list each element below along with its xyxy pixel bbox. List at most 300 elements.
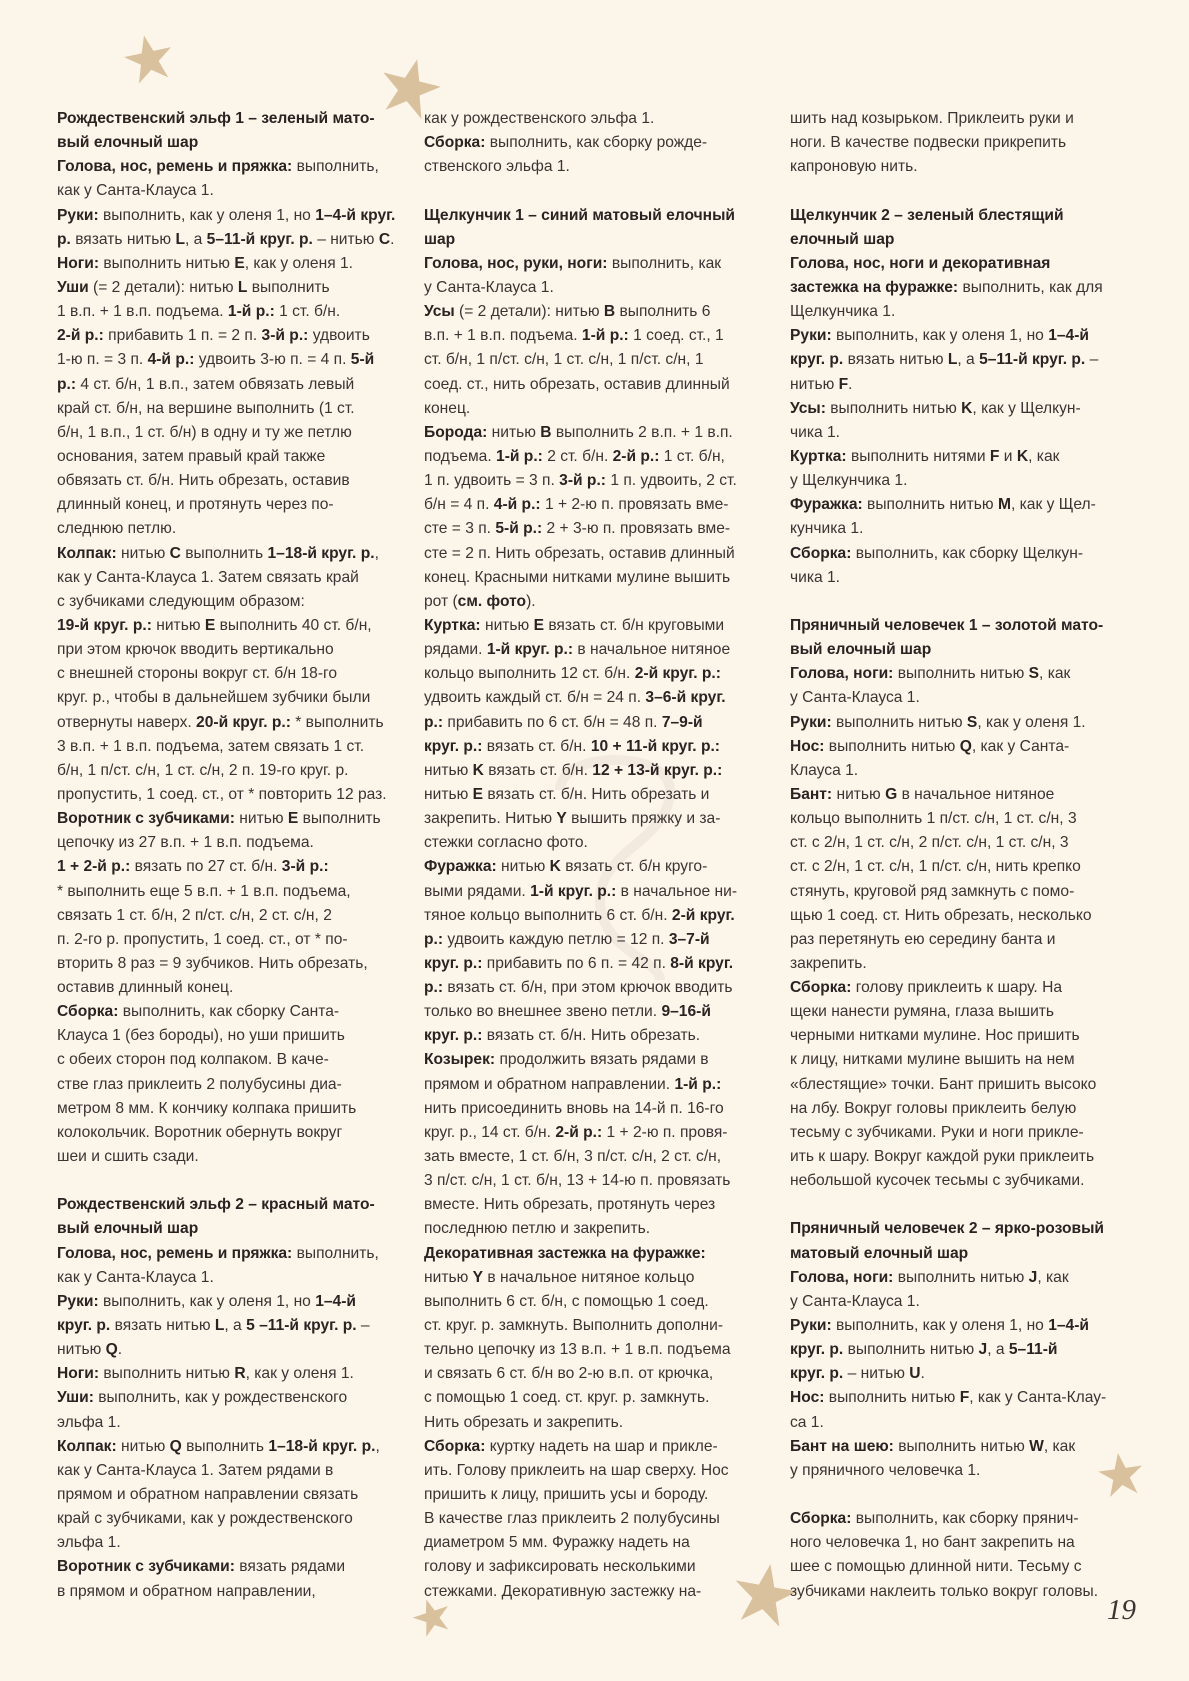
bold-run: E	[472, 785, 484, 803]
bold-run: 8-й круг.	[670, 954, 734, 972]
bold-run: Декоративная застежка на фуражке:	[424, 1244, 706, 1262]
bold-run: р.:	[57, 375, 77, 393]
text-line: круг. р.: вязать ст. б/н. 10 + 11-й круг. р.:	[424, 737, 721, 755]
text-line: шеи и сшить сзади.	[57, 1148, 199, 1166]
bold-run: 5 –11-й круг. р.	[246, 1317, 357, 1335]
text-line: кольцо выполнить 12 ст. б/н. 2-й круг. р.:	[424, 665, 721, 683]
bold-run: K	[549, 858, 561, 876]
bold-run: E	[287, 810, 299, 828]
text-line: вторить 8 раз = 9 зубчиков. Нить обрезать,	[57, 954, 368, 972]
text-line: нитью K вязать ст. б/н. 12 + 13-й круг. р.:	[424, 761, 723, 779]
bold-run: Нос:	[790, 1389, 825, 1407]
text-line: 1-ю п. = 3 п. 4-й р.: удвоить 3-ю п. = 4 п. 5-й	[57, 351, 375, 369]
bold-run: B	[540, 423, 552, 441]
text-line: зубчиками наклеить только вокруг головы.	[790, 1582, 1099, 1600]
text-line: ст. с 2/н, 1 ст. с/н, 2 п/ст. с/н, 1 ст. с/н, 3	[790, 834, 1069, 852]
text-line: с обеих сторон под колпаком. В каче-	[57, 1051, 329, 1069]
bold-run: Ноги:	[57, 1365, 100, 1383]
paragraph-gap	[790, 1193, 1135, 1217]
bold-run: L	[214, 1317, 225, 1335]
text-line: у Щелкунчика 1.	[790, 472, 908, 490]
text-line: Усы (= 2 детали): нитью B выполнить 6	[424, 303, 711, 321]
text-line: 1 + 2-й р.: вязать по 27 ст. б/н. 3-й р.:	[57, 858, 329, 876]
bold-run: 20-й круг. р.:	[196, 713, 291, 731]
text-line: ст. круг. р. замкнуть. Выполнить дополни-	[424, 1317, 724, 1335]
text-column-3	[790, 107, 1135, 1604]
bold-run: Сборка:	[790, 1510, 852, 1528]
bold-run: 1-й р.:	[674, 1075, 722, 1093]
text-line: б/н, 1 в.п., 1 ст. б/н) в одну и ту же петлю	[57, 423, 352, 441]
bold-run: L	[947, 351, 958, 369]
bold-run: E	[533, 616, 544, 634]
text-line	[790, 204, 1135, 228]
bold-run: 3–7-й	[668, 930, 710, 948]
text-line: последнюю петлю и закрепить.	[424, 1220, 651, 1238]
text-line: как у Санта-Клауса 1. Затем связать край	[57, 568, 359, 586]
bold-run: 5-й р.:	[495, 520, 543, 538]
bold-run: Y	[472, 1268, 484, 1286]
text-line: нитью F.	[790, 375, 853, 393]
text-line: Сборка: куртку надеть на шар и прикле-	[424, 1437, 718, 1455]
text-line: закрепить.	[790, 954, 867, 972]
text-line: с помощью 1 соед. ст. круг. р. замкнуть.	[424, 1389, 710, 1407]
text-line: стве глаз приклеить 2 полубусины диа-	[57, 1075, 342, 1093]
text-line: Нос: выполнить нитью Q, как у Санта-	[790, 737, 1070, 755]
text-line: Сборка: выполнить, как сборку рожде-	[424, 134, 708, 152]
text-line: как у Санта-Клауса 1. Затем рядами в	[57, 1461, 334, 1479]
bold-run: 1–18-й круг. р.	[267, 544, 375, 562]
text-line: основания, затем правый край также	[57, 447, 326, 465]
bold-run: р.:	[424, 930, 444, 948]
text-line: край ст. б/н, на вершине выполнить (1 ст.	[57, 399, 355, 417]
text-line: капроновую нить.	[790, 158, 918, 176]
text-line: Ноги: выполнить нитью R, как у оленя 1.	[57, 1365, 354, 1383]
bold-run: 5-й	[350, 351, 375, 369]
bold-run: 1–4-й круг.	[315, 206, 396, 224]
text-line: Колпак: нитью Q выполнить 1–18-й круг. р.,	[57, 1437, 380, 1455]
text-line: небольшой кусочек тесьмы с зубчиками.	[790, 1172, 1085, 1190]
bold-run: Колпак:	[57, 1437, 117, 1455]
bold-run: K	[961, 399, 973, 417]
bold-run: 3-й р.:	[559, 472, 606, 490]
bold-run: Руки:	[57, 1292, 99, 1310]
bold-run: р.	[57, 230, 71, 248]
text-line: ить. Голову приклеить на шар сверху. Нос	[424, 1461, 729, 1479]
text-line: р. вязать нитью L, а 5–11-й круг. р. – нитью C.	[57, 230, 395, 248]
text-line: пришить к лицу, пришить усы и бороду.	[424, 1486, 709, 1504]
bold-run: вый елочный шар	[57, 134, 199, 152]
text-line: Колпак: нитью C выполнить 1–18-й круг. р.,	[57, 544, 379, 562]
text-line: прямом и обратном направлении связать	[57, 1486, 359, 1504]
bold-run: 1–4-й	[1048, 327, 1089, 345]
text-line: длинный конец, и протянуть через по-	[57, 496, 334, 514]
text-line: в.п. + 1 в.п. подъема. 1-й р.: 1 соед. ст., 1	[424, 327, 724, 345]
bold-run: C	[169, 544, 181, 562]
text-line: круг. р.: прибавить по 6 п. = 42 п. 8-й круг.	[424, 954, 734, 972]
bold-run: круг. р.:	[424, 737, 483, 755]
paragraph-gap	[790, 179, 1135, 203]
text-line: 1 в.п. + 1 в.п. подъема. 1-й р.: 1 ст. б/н.	[57, 303, 341, 321]
text-line: круг. р. вязать нитью L, а 5 –11-й круг. р. –	[57, 1317, 370, 1335]
text-line: Сборка: выполнить, как сборку Щелкун-	[790, 544, 1084, 562]
bold-run: Усы	[424, 303, 455, 321]
bold-run: 19-й круг. р.:	[57, 616, 152, 634]
bold-run: 12 + 13-й круг. р.:	[592, 761, 723, 779]
text-line: тесьму с зубчиками. Руки и ноги прикле-	[790, 1123, 1084, 1141]
bold-run: C	[378, 230, 391, 248]
bold-run: S	[1028, 665, 1040, 683]
bold-run: см. фото	[457, 592, 527, 610]
text-line	[57, 1193, 402, 1217]
text-line: следнюю петлю.	[57, 520, 177, 538]
bold-run: 5–11-й круг. р.	[979, 351, 1086, 369]
bold-run: 1-й круг. р.:	[486, 641, 574, 659]
text-line: Клауса 1 (без бороды), но уши пришить	[57, 1027, 345, 1045]
text-line: Руки: выполнить, как у оленя 1, но 1–4-й круг.	[57, 206, 396, 224]
text-line	[424, 228, 769, 252]
text-line: Сборка: голову приклеить к шару. На	[790, 979, 1063, 997]
text-line: круг. р., 14 ст. б/н. 2-й р.: 1 + 2-ю п. провя-	[424, 1123, 728, 1141]
text-line: Борода: нитью B выполнить 2 в.п. + 1 в.п.	[424, 423, 733, 441]
text-line: нитью Q.	[57, 1341, 123, 1359]
text-line: ного человечка 1, но бант закрепить на	[790, 1534, 1075, 1552]
text-line: ить к шару. Вокруг каждой руки приклеить	[790, 1148, 1095, 1166]
text-line: у Санта-Клауса 1.	[790, 1292, 920, 1310]
paragraph-gap	[790, 1483, 1135, 1507]
bold-run: 1–18-й круг. р.	[268, 1437, 376, 1455]
bold-run: Q	[169, 1437, 182, 1455]
text-line: рядами. 1-й круг. р.: в начальное нитяное	[424, 641, 731, 659]
bold-run: F	[959, 1389, 970, 1407]
bold-run: Голова, нос, ноги и декоративная	[790, 254, 1051, 272]
text-line: при этом крючок вводить вертикально	[57, 641, 334, 659]
bold-run: R	[234, 1365, 246, 1383]
bold-run: K	[1016, 447, 1029, 465]
text-line: р.: 4 ст. б/н, 1 в.п., затем обвязать левый	[57, 375, 355, 393]
text-line: раз перетянуть ею середину банта и	[790, 930, 1056, 948]
text-line: цепочку из 27 в.п. + 1 в.п. подъема.	[57, 834, 314, 852]
bold-run: Уши:	[57, 1389, 94, 1407]
text-line: голову и зафиксировать несколькими	[424, 1558, 696, 1576]
bold-run: Голова, ноги:	[790, 1268, 894, 1286]
text-line: обвязать ст. б/н. Нить обрезать, оставив	[57, 472, 350, 490]
bold-run: круг. р.:	[424, 1027, 483, 1045]
bold-run: Фуражка:	[790, 496, 863, 514]
text-line: как у Санта-Клауса 1.	[57, 182, 214, 200]
text-line	[790, 638, 1135, 662]
paragraph-gap	[424, 179, 769, 203]
text-line	[790, 252, 1135, 276]
text-line: связать 1 ст. б/н, 2 п/ст. с/н, 2 ст. с/н, 2	[57, 906, 332, 924]
bold-run: Пряничный человечек 2 – ярко-розовый	[790, 1220, 1104, 1238]
text-line	[790, 1242, 1135, 1266]
star-icon	[123, 33, 175, 85]
text-line: шить над козырьком. Приклеить руки и	[790, 110, 1074, 127]
text-line	[790, 614, 1135, 638]
bold-run: J	[1028, 1268, 1038, 1286]
text-line: чика 1.	[790, 568, 841, 586]
text-line: тяное кольцо выполнить 6 ст. б/н. 2-й круг.	[424, 906, 735, 924]
text-line: эльфа 1.	[57, 1534, 121, 1552]
text-line: Голова, ноги: выполнить нитью J, как	[790, 1268, 1069, 1286]
bold-run: 3–6-й круг.	[645, 689, 726, 707]
text-line: у Санта-Клауса 1.	[790, 689, 920, 707]
bold-run: L	[237, 278, 248, 296]
bold-run: Ноги:	[57, 254, 100, 272]
bold-run: 4-й р.:	[147, 351, 195, 369]
bold-run: Нос:	[790, 737, 825, 755]
text-line: метром 8 мм. К кончику колпака пришить	[57, 1099, 357, 1117]
bold-run: G	[885, 785, 898, 803]
text-line: круг. р. выполнить нитью J, а 5–11-й	[790, 1341, 1058, 1359]
text-line: с внешней стороны вокруг ст. б/н 18-го	[57, 665, 338, 683]
bold-run: Бант на шею:	[790, 1437, 894, 1455]
bold-run: 2-й р.:	[612, 447, 660, 465]
text-line: сте = 2 п. Нить обрезать, оставив длинный	[424, 544, 735, 562]
text-line: Бант на шею: выполнить нитью W, как	[790, 1437, 1076, 1455]
text-line: черными нитками мулине. Нос пришить	[790, 1027, 1080, 1045]
text-line	[57, 107, 402, 131]
bold-run: шар	[424, 230, 456, 248]
text-line: ственского эльфа 1.	[424, 158, 570, 176]
text-column-2	[424, 107, 769, 1604]
bold-run: 3-й р.:	[281, 858, 329, 876]
bold-run: Куртка:	[790, 447, 847, 465]
bold-run: Y	[556, 810, 567, 828]
text-line: р.: вязать ст. б/н, при этом крючок вводить	[424, 979, 733, 997]
text-line: ст. б/н, 1 п/ст. с/н, 1 ст. с/н, 1 п/ст. с/н, 1	[424, 351, 704, 369]
text-line: соед. ст., нить обрезать, оставив длинный	[424, 375, 730, 393]
text-line: Сборка: выполнить, как сборку Санта-	[57, 1003, 340, 1021]
bold-run: 4-й р.:	[493, 496, 541, 514]
text-line: шее с помощью длинной нити. Тесьму с	[790, 1558, 1082, 1576]
text-line: стежки согласно фото.	[424, 834, 588, 852]
text-line: конец. Красными нитками мулине вышить	[424, 568, 731, 586]
bold-run: Руки:	[790, 1317, 832, 1335]
bold-run: Щелкунчик 1 – синий матовый елочный	[424, 206, 735, 224]
bold-run: S	[966, 713, 978, 731]
text-line: выми рядами. 1-й круг. р.: в начальное ни-	[424, 882, 738, 900]
text-line: колокольчик. Воротник обернуть вокруг	[57, 1123, 343, 1141]
text-line: Фуражка: выполнить нитью M, как у Щел-	[790, 496, 1096, 514]
text-line: Воротник с зубчиками: вязать рядами	[57, 1558, 346, 1576]
bold-run: 1-й круг. р.:	[530, 882, 617, 900]
text-line: подъема. 1-й р.: 2 ст. б/н. 2-й р.: 1 ст. б/н,	[424, 447, 725, 465]
bold-run: M	[997, 496, 1011, 514]
text-line: в прямом и обратном направлении,	[57, 1582, 316, 1600]
bold-run: круг. р.	[790, 1365, 844, 1383]
bold-run: 1-й р.:	[227, 303, 275, 321]
text-line: Нить обрезать и закрепить.	[424, 1413, 624, 1431]
bold-run: 10 + 11-й круг. р.:	[590, 737, 721, 755]
bold-run: Борода:	[424, 423, 488, 441]
text-line	[424, 1242, 769, 1266]
bold-run: р.:	[424, 713, 444, 731]
text-line: застежка на фуражке: выполнить, как для	[790, 278, 1103, 296]
text-line: 1 п. удвоить = 3 п. 3-й р.: 1 п. удвоить, 2 ст.	[424, 472, 737, 490]
bold-run: Щелкунчик 2 – зеленый блестящий	[790, 206, 1064, 224]
text-line: Щелкунчика 1.	[790, 303, 896, 321]
text-line: р.: удвоить каждую петлю = 12 п. 3–7-й	[424, 930, 710, 948]
text-line: * выполнить еще 5 в.п. + 1 в.п. подъема,	[57, 882, 351, 900]
bold-run: застежка на фуражке:	[790, 278, 959, 296]
bold-run: круг. р.:	[424, 954, 483, 972]
bold-run: круг. р.	[790, 351, 844, 369]
text-line: с зубчиками следующим образом:	[57, 592, 305, 610]
text-line: Руки: выполнить, как у оленя 1, но 1–4-й	[790, 1317, 1089, 1335]
text-line: диаметром 5 мм. Фуражку надеть на	[424, 1534, 690, 1552]
bold-run: 3-й р.:	[261, 327, 309, 345]
bold-run: 1–4-й	[1048, 1317, 1089, 1335]
bold-run: 1-й р.:	[496, 447, 543, 465]
paragraph-gap	[57, 1169, 402, 1193]
text-line: выполнить 6 ст. б/н, с помощью 1 соед.	[424, 1292, 709, 1310]
text-line: у пряничного человечка 1.	[790, 1461, 981, 1479]
bold-run: матовый елочный шар	[790, 1244, 969, 1262]
bold-run: U	[909, 1365, 921, 1383]
text-line: круг. р., чтобы в дальнейшем зубчики были	[57, 689, 371, 707]
text-line: р.: прибавить по 6 ст. б/н = 48 п. 7–9-й	[424, 713, 703, 731]
text-line: Руки: выполнить нитью S, как у оленя 1.	[790, 713, 1086, 731]
text-line: Воротник с зубчиками: нитью E выполнить	[57, 810, 381, 828]
bold-run: Руки:	[790, 713, 832, 731]
text-line: б/н, 1 п/ст. с/н, 1 ст. с/н, 2 п. 19-го круг. р.	[57, 761, 349, 779]
text-line: 3 п/ст. с/н, 1 ст. б/н, 13 + 14-ю п. провязать	[424, 1172, 731, 1190]
bold-run: J	[978, 1341, 988, 1359]
bold-run: Руки:	[57, 206, 99, 224]
bold-run: круг. р.	[790, 1341, 844, 1359]
bold-run: Сборка:	[790, 979, 852, 997]
text-line: Голова, ноги: выполнить нитью S, как	[790, 665, 1071, 683]
text-line: Бант: нитью G в начальное нитяное	[790, 785, 1055, 803]
text-line: Руки: выполнить, как у оленя 1, но 1–4-й	[790, 327, 1089, 345]
text-line: Куртка: нитью E вязать ст. б/н круговыми	[424, 616, 725, 634]
bold-run: W	[1029, 1437, 1044, 1455]
bold-run: Руки:	[790, 327, 832, 345]
text-line: тельно цепочку из 13 в.п. + 1 в.п. подъема	[424, 1341, 731, 1359]
bold-run: Q	[105, 1341, 118, 1359]
text-line: В качестве глаз приклеить 2 полубусины	[424, 1510, 720, 1528]
bold-run: Q	[959, 737, 972, 755]
bold-run: 7–9-й	[661, 713, 703, 731]
text-line	[790, 228, 1135, 252]
text-line: Козырек: продолжить вязать рядами в	[424, 1051, 709, 1069]
text-line: щью 1 соед. ст. Нить обрезать, несколько	[790, 906, 1092, 924]
bold-run: вый елочный шар	[57, 1220, 199, 1238]
text-line: Голова, нос, ремень и пряжка: выполнить,	[57, 1244, 379, 1262]
bold-run: Рождественский эльф 2 – красный мато-	[57, 1196, 375, 1214]
text-line: 2-й р.: прибавить 1 п. = 2 п. 3-й р.: удвоить	[57, 327, 370, 345]
text-line: кунчика 1.	[790, 520, 864, 538]
text-line	[57, 131, 402, 155]
text-line: Клауса 1.	[790, 761, 859, 779]
text-line: стежками. Декоративную застежку на-	[424, 1582, 702, 1600]
text-line: чика 1.	[790, 423, 841, 441]
text-line: прямом и обратном направлении. 1-й р.:	[424, 1075, 722, 1093]
bold-run: E	[234, 254, 245, 272]
bold-run: Сборка:	[424, 1437, 486, 1455]
text-line: закрепить. Нитью Y вышить пряжку и за-	[424, 810, 721, 828]
bold-run: 1-й р.:	[581, 327, 629, 345]
text-line: 19-й круг. р.: нитью E выполнить 40 ст. б/н,	[57, 616, 372, 634]
bold-run: 2-й р.:	[555, 1123, 603, 1141]
text-line: вместе. Нить обрезать, протянуть через	[424, 1196, 716, 1214]
text-line: у Санта-Клауса 1.	[424, 278, 554, 296]
text-line: отвернуты наверх. 20-й круг. р.: * выполнить	[57, 713, 384, 731]
bold-run: B	[603, 303, 616, 321]
text-line: только во внешнее звено петли. 9–16-й	[424, 1003, 711, 1021]
bold-run: E	[204, 616, 216, 634]
bold-run: 1–4-й	[315, 1292, 356, 1310]
bold-run: Сборка:	[424, 134, 486, 152]
text-line: круг. р. – нитью U.	[790, 1365, 925, 1383]
text-line: ноги. В качестве подвески прикрепить	[790, 134, 1067, 152]
text-line: Усы: выполнить нитью K, как у Щелкун-	[790, 399, 1081, 417]
bold-run: Голова, нос, руки, ноги:	[424, 254, 608, 272]
text-line: как у рождественского эльфа 1.	[424, 110, 655, 127]
text-line: са 1.	[790, 1413, 824, 1431]
bold-run: Воротник с зубчиками:	[57, 1558, 235, 1576]
bold-run: Колпак:	[57, 544, 117, 562]
bold-run: елочный шар	[790, 230, 895, 248]
bold-run: р.:	[424, 979, 444, 997]
text-line: Уши: выполнить, как у рождественского	[57, 1389, 348, 1407]
paragraph-gap	[790, 590, 1135, 614]
text-line: кольцо выполнить 1 п/ст. с/н, 1 ст. с/н, 3	[790, 810, 1077, 828]
text-line: щеки нанести румяна, глаза вышить	[790, 1003, 1055, 1021]
text-line: рот (см. фото).	[424, 592, 536, 610]
text-column-1	[57, 107, 402, 1604]
text-line: на лбу. Вокруг головы приклеить белую	[790, 1099, 1077, 1117]
text-line: конец.	[424, 399, 471, 417]
text-line	[57, 1217, 402, 1241]
bold-run: Козырек:	[424, 1051, 496, 1069]
text-line: Голова, нос, ремень и пряжка: выполнить,	[57, 158, 379, 176]
text-line	[790, 1217, 1135, 1241]
text-line: Уши (= 2 детали): нитью L выполнить	[57, 278, 330, 296]
bold-run: K	[472, 761, 484, 779]
bold-run: L	[175, 230, 185, 248]
text-line: б/н = 4 п. 4-й р.: 1 + 2-ю п. провязать вме-	[424, 496, 729, 514]
bold-run: Рождественский эльф 1 – зеленый мато-	[57, 110, 375, 127]
text-line: край с зубчиками, как у рождественского	[57, 1510, 353, 1528]
bold-run: Сборка:	[57, 1003, 119, 1021]
bold-run: 5–11-й круг. р.	[206, 230, 313, 248]
bold-run: Бант:	[790, 785, 833, 803]
bold-run: Сборка:	[790, 544, 852, 562]
bold-run: вый елочный шар	[790, 641, 932, 659]
text-line: круг. р.: вязать ст. б/н. Нить обрезать.	[424, 1027, 701, 1045]
bold-run: F	[838, 375, 849, 393]
text-line: 3 в.п. + 1 в.п. подъема, затем связать 1 ст.	[57, 737, 365, 755]
text-line: «блестящие» точки. Бант пришить высоко	[790, 1075, 1097, 1093]
bold-run: Пряничный человечек 1 – золотой мато-	[790, 616, 1104, 634]
text-line: п. 2-го р. пропустить, 1 соед. ст., от * по-	[57, 930, 348, 948]
bold-run: Усы:	[790, 399, 826, 417]
text-line: Ноги: выполнить нитью E, как у оленя 1.	[57, 254, 353, 272]
text-line: зать вместе, 1 ст. б/н, 3 п/ст. с/н, 2 ст. с/н,	[424, 1148, 722, 1166]
text-line: эльфа 1.	[57, 1413, 121, 1431]
text-line: нитью E вязать ст. б/н. Нить обрезать и	[424, 785, 710, 803]
bold-run: Воротник с зубчиками:	[57, 810, 235, 828]
text-line	[424, 204, 769, 228]
text-line: Куртка: выполнить нитями F и K, как	[790, 447, 1060, 465]
text-line: оставив длинный конец.	[57, 979, 234, 997]
text-line: и связать 6 ст. б/н во 2-ю в.п. от крючка,	[424, 1365, 714, 1383]
text-line: к лицу, нитками мулине вышить на нем	[790, 1051, 1075, 1069]
text-line: Руки: выполнить, как у оленя 1, но 1–4-й	[57, 1292, 356, 1310]
bold-run: 9–16-й	[661, 1003, 711, 1021]
